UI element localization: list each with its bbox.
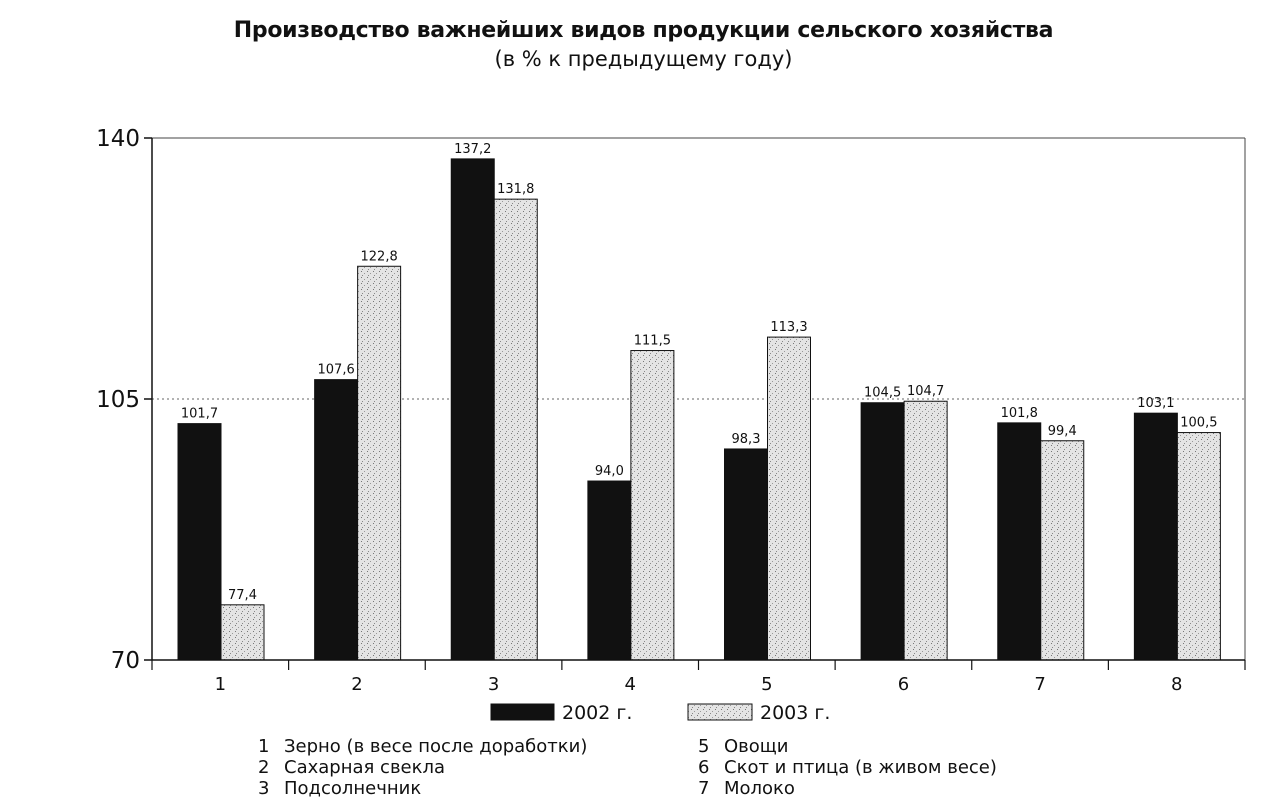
data-label: 98,3 (731, 431, 761, 447)
x-tick-label: 6 (897, 674, 910, 695)
bar-2003-cat-4 (631, 351, 674, 660)
legend-2002-label: 2002 г. (562, 702, 633, 724)
chart-title: Производство важнейших видов продукции сельского хозяйства (233, 18, 1054, 43)
x-tick-label: 4 (624, 674, 636, 695)
x-tick-label: 7 (1034, 674, 1046, 695)
note-item: 6 Скот и птица (в живом весе) (698, 757, 997, 778)
legend-2002-swatch (491, 704, 554, 720)
bar-2002-cat-8 (1134, 413, 1177, 660)
data-label: 122,8 (360, 249, 398, 265)
bar-2002-cat-7 (998, 423, 1041, 660)
data-label: 107,6 (317, 362, 355, 378)
bar-2002-cat-2 (315, 380, 358, 660)
chart-subtitle: (в % к предыдущему году) (494, 47, 793, 71)
data-label: 100,5 (1180, 415, 1218, 431)
data-label: 113,3 (770, 320, 808, 336)
note-item: 7 Молоко (698, 778, 795, 799)
bar-2003-cat-2 (358, 266, 401, 660)
x-tick-label: 5 (761, 674, 773, 695)
y-tick-label: 105 (96, 387, 140, 413)
data-label: 101,8 (1000, 405, 1038, 421)
note-item: 3 Подсолнечник (258, 778, 422, 799)
x-tick-label: 8 (1170, 674, 1183, 695)
bar-2003-cat-7 (1041, 441, 1084, 660)
note-item: 1 Зерно (в весе после доработки) (258, 736, 588, 757)
bar-2003-cat-1 (221, 605, 264, 660)
data-label: 104,5 (864, 385, 902, 401)
legend-2003-label: 2003 г. (760, 702, 831, 724)
bar-2003-cat-3 (494, 199, 537, 660)
data-label: 99,4 (1047, 423, 1077, 439)
data-label: 111,5 (633, 333, 671, 349)
data-label: 131,8 (497, 182, 535, 198)
bar-2002-cat-3 (451, 159, 494, 660)
bar-2003-cat-8 (1177, 433, 1220, 660)
data-label: 77,4 (228, 587, 257, 603)
note-item: 2 Сахарная свекла (258, 757, 446, 778)
bar-2003-cat-6 (904, 401, 947, 660)
x-tick-label: 3 (487, 674, 500, 695)
data-label: 103,1 (1137, 396, 1175, 412)
notes-left-column (258, 736, 587, 799)
note-item: 5 Овощи (698, 736, 789, 757)
data-label: 94,0 (594, 464, 624, 480)
y-tick-label: 140 (96, 126, 140, 152)
bar-2002-cat-6 (861, 403, 904, 660)
data-label: 104,7 (907, 384, 945, 400)
x-tick-label: 2 (351, 674, 363, 695)
data-label: 101,7 (180, 406, 219, 422)
y-tick-label: 70 (110, 648, 140, 674)
x-tick-label: 1 (214, 674, 227, 695)
bar-2002-cat-1 (178, 424, 221, 660)
legend-2003-swatch (688, 704, 752, 720)
data-label: 137,2 (454, 141, 492, 157)
bar-2002-cat-4 (588, 481, 631, 660)
bar-2002-cat-5 (725, 449, 768, 660)
notes-right-column (698, 736, 997, 799)
bar-2003-cat-5 (768, 337, 811, 660)
